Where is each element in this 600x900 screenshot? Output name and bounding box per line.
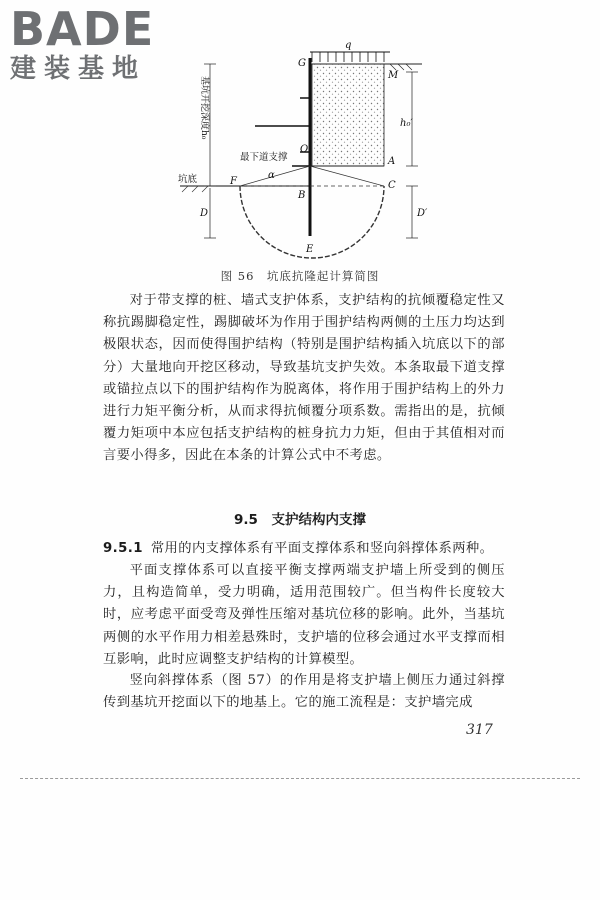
- distributed-load: [310, 52, 390, 62]
- label-F: F: [230, 176, 237, 187]
- paragraph-overturning-stability: 对于带支撑的桩、墙式支护体系，支护结构的抗倾覆稳定性又称抗踢脚稳定性，踢脚破坏为作用于围护结构两侧的土压力均达到极限状态，因而使得围护结构（特别是围护结构插入坑底以下的部分）大量地向开挖区移动，导致基坑支护失效。本条取最下道支撑或锚拉点以下的围护结构作为脱离体，将作用于围护结构上的外力进行力矩平衡分析，从而求得抗倾覆分项系数。需指出的是，抗倾覆力矩项中本应包括支护结构的桩身抗力力矩，但由于其值相对而言要小得多，因此在本条的计算公式中不考虑。: [103, 293, 505, 464]
- bottom-rule: [20, 778, 580, 779]
- label-C: C: [388, 180, 396, 191]
- soil-block: [312, 64, 384, 166]
- label-O: O: [300, 144, 309, 155]
- label-excavation-depth: 基坑开挖深度h₀: [199, 76, 209, 140]
- label-pit-bottom: 坑底: [178, 174, 198, 185]
- label-G: G: [298, 58, 306, 69]
- label-lowest-support: 最下道支撑: [240, 152, 288, 163]
- label-D: D: [200, 208, 209, 219]
- clause-number: 9.5.1: [103, 541, 143, 556]
- page-number: 317: [466, 722, 493, 738]
- clause-9-5-1: [103, 538, 505, 560]
- paragraph-planar-support: 平面支撑体系可以直接平衡支撑两端支护墙上所受到的侧压力，且构造简单，受力明确，适用范围较广。但当构件长度较大时，应考虑平面受弯及弹性压缩对基坑位移的影响。此外，当基坑两侧的水平作用力相差悬殊时，支护墙的位移会通过水平支撑而相互影响，此时应调整支护结构的计算模型。: [103, 563, 505, 667]
- paragraph-vertical-bracing: 竖向斜撑体系（图 57）的作用是将支护墙上侧压力通过斜撑传到基坑开挖面以下的地基上。它的施工流程是：支护墙完成: [103, 673, 505, 711]
- label-alpha: α: [268, 170, 275, 181]
- label-A: A: [388, 156, 396, 167]
- label-E: E: [306, 244, 314, 255]
- figure-caption: 图 56 坑底抗隆起计算简图: [220, 269, 380, 283]
- label-h0-prime: h₀′: [400, 118, 413, 129]
- label-M: M: [388, 70, 399, 81]
- watermark-logo: [10, 2, 180, 84]
- logo-word: BADE: [10, 2, 155, 56]
- figure-56-diagram: [160, 36, 460, 276]
- logo-subtitle: 建装基地: [10, 54, 147, 84]
- label-B: B: [298, 190, 306, 201]
- clause-text: 常用的内支撑体系有平面支撑体系和竖向斜撑体系两种。: [150, 541, 494, 556]
- label-D-prime: D′: [417, 208, 428, 219]
- radii: [240, 166, 384, 186]
- label-q: q: [345, 40, 352, 51]
- section-title: 9.5 支护结构内支撑: [234, 512, 366, 528]
